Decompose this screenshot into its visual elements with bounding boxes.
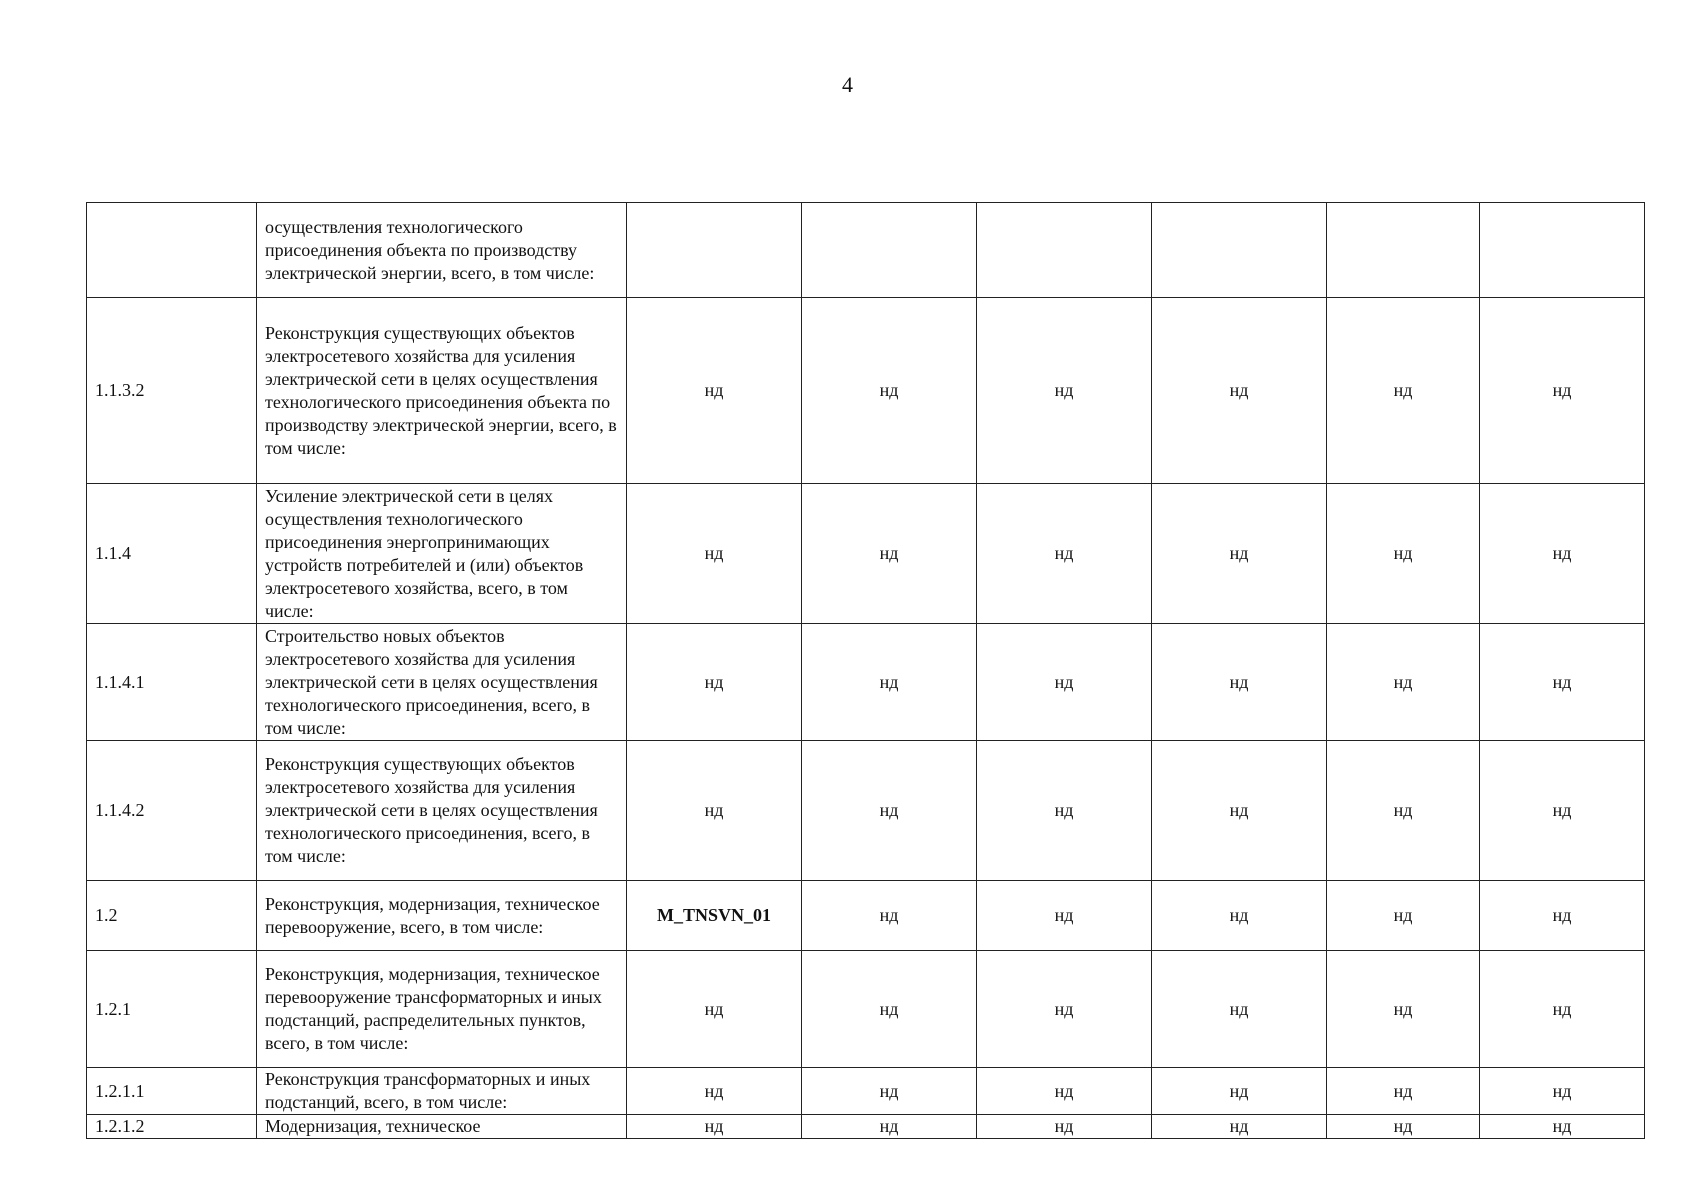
table-row [87, 298, 1645, 484]
value-cell: нд [802, 1115, 977, 1139]
value-cell [1480, 203, 1645, 298]
value-cell [802, 203, 977, 298]
row-number: 1.2 [87, 881, 257, 951]
value-cell: нд [1480, 741, 1645, 881]
value-cell: нд [627, 1115, 802, 1139]
value-cell: нд [627, 298, 802, 484]
value-cell: нд [627, 951, 802, 1068]
value-cell: нд [802, 741, 977, 881]
row-number [87, 203, 257, 298]
value-cell: нд [1152, 881, 1327, 951]
value-cell: нд [1480, 951, 1645, 1068]
table-row [87, 1115, 1645, 1139]
investment-table [86, 202, 1645, 1139]
value-cell: нд [627, 741, 802, 881]
row-name: Реконструкция существующих объектов электросетевого хозяйства для усиления электрической сети в целях осуществления технологического присоединения, всего, в том числе: [257, 741, 627, 881]
row-name: Реконструкция, модернизация, техническое перевооружение, всего, в том числе: [257, 881, 627, 951]
value-cell [1152, 203, 1327, 298]
value-cell [627, 203, 802, 298]
row-number: 1.1.4.1 [87, 624, 257, 741]
table-row [87, 951, 1645, 1068]
value-cell [1327, 203, 1480, 298]
value-cell: нд [627, 484, 802, 624]
value-cell: нд [1480, 298, 1645, 484]
page-number: 4 [842, 72, 853, 97]
table-row [87, 624, 1645, 741]
value-cell: нд [1327, 741, 1480, 881]
row-number: 1.1.3.2 [87, 298, 257, 484]
row-name: Реконструкция существующих объектов электросетевого хозяйства для усиления электрической сети в целях осуществления технологического присоединения объекта по производству электрической энергии, всего, в том числе: [257, 298, 627, 484]
row-name: Модернизация, техническое [257, 1115, 627, 1139]
value-cell: нд [1152, 298, 1327, 484]
row-number: 1.1.4.2 [87, 741, 257, 881]
row-name: Строительство новых объектов электросетевого хозяйства для усиления электрической сети в целях осуществления технологического присоединения, всего, в том числе: [257, 624, 627, 741]
value-cell [977, 203, 1152, 298]
value-cell: M_TNSVN_01 [627, 881, 802, 951]
value-cell: нд [802, 624, 977, 741]
value-cell: нд [1152, 1068, 1327, 1115]
value-cell: нд [802, 951, 977, 1068]
value-cell: нд [977, 951, 1152, 1068]
row-name: Реконструкция, модернизация, техническое перевооружение трансформаторных и иных подстанций, распределительных пунктов, всего, в том числе: [257, 951, 627, 1068]
value-cell: нд [627, 624, 802, 741]
value-cell: нд [802, 298, 977, 484]
value-cell: нд [977, 1115, 1152, 1139]
value-cell: нд [1480, 624, 1645, 741]
value-cell: нд [977, 741, 1152, 881]
value-cell: нд [1480, 484, 1645, 624]
value-cell: нд [1327, 298, 1480, 484]
value-cell: нд [1152, 1115, 1327, 1139]
value-cell: нд [1327, 951, 1480, 1068]
row-name: Реконструкция трансформаторных и иных подстанций, всего, в том числе: [257, 1068, 627, 1115]
value-cell: нд [1480, 1068, 1645, 1115]
value-cell: нд [1327, 1068, 1480, 1115]
table-row [87, 484, 1645, 624]
value-cell: нд [802, 1068, 977, 1115]
value-cell: нд [977, 881, 1152, 951]
value-cell: нд [1152, 951, 1327, 1068]
table-row [87, 1068, 1645, 1115]
value-cell: нд [1327, 881, 1480, 951]
row-number: 1.2.1.1 [87, 1068, 257, 1115]
value-cell: нд [977, 484, 1152, 624]
row-number: 1.2.1.2 [87, 1115, 257, 1139]
value-cell: нд [1152, 624, 1327, 741]
value-cell: нд [1152, 741, 1327, 881]
table-row [87, 741, 1645, 881]
value-cell: нд [802, 881, 977, 951]
value-cell: нд [977, 624, 1152, 741]
value-cell: нд [1327, 1115, 1480, 1139]
value-cell: нд [627, 1068, 802, 1115]
value-cell: нд [1480, 1115, 1645, 1139]
value-cell: нд [1152, 484, 1327, 624]
row-name: Усиление электрической сети в целях осуществления технологического присоединения энергопринимающих устройств потребителей и (или) объектов электросетевого хозяйства, всего, в том числе: [257, 484, 627, 624]
value-cell: нд [1480, 881, 1645, 951]
value-cell: нд [977, 298, 1152, 484]
row-number: 1.1.4 [87, 484, 257, 624]
table-row [87, 203, 1645, 298]
value-cell: нд [802, 484, 977, 624]
row-name: осуществления технологического присоединения объекта по производству электрической энергии, всего, в том числе: [257, 203, 627, 298]
table-row [87, 881, 1645, 951]
value-cell: нд [1327, 484, 1480, 624]
row-number: 1.2.1 [87, 951, 257, 1068]
value-cell: нд [977, 1068, 1152, 1115]
value-cell: нд [1327, 624, 1480, 741]
